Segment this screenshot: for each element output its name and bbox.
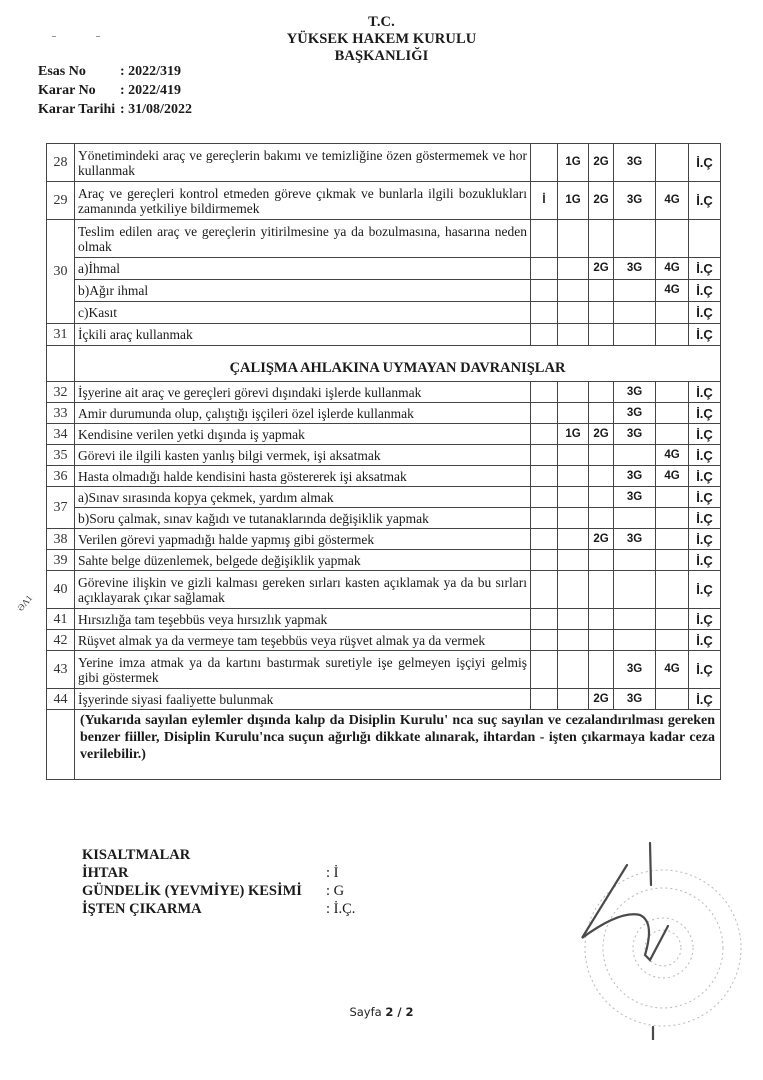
penalty-3g: 3G [614, 466, 656, 487]
penalty-warning [531, 529, 558, 550]
offense-description: b)Soru çalmak, sınav kağıdı ve tutanaklarında değişiklik yapmak [75, 508, 531, 529]
penalty-3g: 3G [614, 424, 656, 445]
table-row [47, 382, 721, 403]
offense-description: a)İhmal [75, 258, 531, 280]
penalty-1g [558, 550, 589, 571]
note-row [47, 710, 721, 780]
header-line-tc: T.C. [368, 14, 395, 30]
table-row [47, 445, 721, 466]
esas-no-value: : 2022/319 [120, 64, 182, 79]
penalty-dismissal: İ.Ç [689, 424, 721, 445]
penalty-3g [614, 571, 656, 609]
penalty-2g [589, 508, 614, 529]
penalty-1g [558, 609, 589, 630]
row-number: 32 [47, 382, 75, 403]
penalty-4g [656, 609, 689, 630]
offense-description: İşyerine ait araç ve gereçleri görevi dışındaki işlerde kullanmak [75, 382, 531, 403]
row-number: 41 [47, 609, 75, 630]
row-number: 36 [47, 466, 75, 487]
karar-tarihi-row [38, 100, 192, 119]
row-number: 39 [47, 550, 75, 571]
header-line-institution: YÜKSEK HAKEM KURULU [286, 31, 477, 47]
penalty-dismissal: İ.Ç [689, 324, 721, 346]
esas-no-label: Esas No [38, 64, 86, 79]
penalty-warning [531, 424, 558, 445]
penalty-4g [656, 508, 689, 529]
penalty-dismissal: İ.Ç [689, 144, 721, 182]
penalty-4g [656, 689, 689, 710]
penalty-2g [589, 280, 614, 302]
penalty-warning [531, 445, 558, 466]
abbreviation-item [82, 900, 355, 918]
penalty-warning [531, 550, 558, 571]
table-row [47, 182, 721, 220]
row-number: 38 [47, 529, 75, 550]
penalty-3g [614, 324, 656, 346]
offense-description: Sahte belge düzenlemek, belgede değişiklik yapmak [75, 550, 531, 571]
row-number: 37 [47, 487, 75, 529]
row-number: 43 [47, 651, 75, 689]
karar-no-row [38, 81, 192, 100]
row-number: 40 [47, 571, 75, 609]
penalty-1g [558, 651, 589, 689]
table-row [47, 487, 721, 508]
penalty-warning [531, 508, 558, 529]
abbreviation-key: GÜNDELİK (YEVMİYE) KESİMİ [82, 883, 302, 899]
penalty-4g [656, 220, 689, 258]
row-number: 28 [47, 144, 75, 182]
penalty-1g [558, 689, 589, 710]
penalty-dismissal: İ.Ç [689, 508, 721, 529]
offense-description: a)Sınav sırasında kopya çekmek, yardım almak [75, 487, 531, 508]
abbreviation-value: : G [326, 883, 345, 899]
penalty-1g [558, 324, 589, 346]
handwritten-initials: ƏΛ1 [15, 593, 35, 613]
row-number: 44 [47, 689, 75, 710]
penalty-2g: 2G [589, 144, 614, 182]
penalty-dismissal: İ.Ç [689, 529, 721, 550]
penalty-1g [558, 571, 589, 609]
penalty-warning: İ [531, 182, 558, 220]
penalty-warning [531, 403, 558, 424]
penalty-2g [589, 487, 614, 508]
penalty-2g: 2G [589, 529, 614, 550]
row-number: 31 [47, 324, 75, 346]
karar-no-label: Karar No [38, 83, 96, 98]
penalty-warning [531, 487, 558, 508]
table-row [47, 144, 721, 182]
abbreviation-key: İHTAR [82, 865, 129, 881]
table-row [47, 403, 721, 424]
penalty-1g [558, 220, 589, 258]
table-footnote: (Yukarıda sayılan eylemler dışında kalıp da Disiplin Kurulu' nca suç sayılan ve cezalandırılması gereken benzer fiiller, Disiplin Kurulu'nca suçun ağırlığı dikkate alınarak, ihtardan - işten çıkarmaya kadar ceza verilebilir.) [75, 710, 721, 780]
row-number: 29 [47, 182, 75, 220]
table-row [47, 258, 721, 280]
row-number: 34 [47, 424, 75, 445]
esas-no-row [38, 62, 192, 81]
penalty-2g [589, 651, 614, 689]
table-row [47, 424, 721, 445]
penalty-4g [656, 630, 689, 651]
penalty-3g: 3G [614, 689, 656, 710]
penalty-dismissal: İ.Ç [689, 182, 721, 220]
table-row [47, 630, 721, 651]
penalty-1g [558, 445, 589, 466]
penalty-1g: 1G [558, 424, 589, 445]
penalty-4g [656, 550, 689, 571]
page-label: Sayfa [349, 1005, 386, 1019]
penalty-2g: 2G [589, 258, 614, 280]
penalty-warning [531, 302, 558, 324]
penalty-4g [656, 382, 689, 403]
penalty-4g [656, 424, 689, 445]
penalty-1g [558, 280, 589, 302]
penalty-3g [614, 550, 656, 571]
penalty-1g [558, 302, 589, 324]
row-number: 33 [47, 403, 75, 424]
penalty-3g [614, 302, 656, 324]
penalty-dismissal: İ.Ç [689, 382, 721, 403]
penalty-4g [656, 144, 689, 182]
penalty-3g [614, 609, 656, 630]
abbreviations-legend [82, 846, 355, 918]
penalty-4g: 4G [656, 258, 689, 280]
penalty-4g [656, 487, 689, 508]
karar-tarihi-label: Karar Tarihi [38, 102, 116, 117]
penalty-2g [589, 445, 614, 466]
penalty-1g [558, 529, 589, 550]
penalty-dismissal: İ.Ç [689, 651, 721, 689]
penalty-2g [589, 403, 614, 424]
penalty-dismissal: İ.Ç [689, 689, 721, 710]
table-row [47, 651, 721, 689]
penalty-warning [531, 280, 558, 302]
table-row [47, 529, 721, 550]
penalty-dismissal: İ.Ç [689, 487, 721, 508]
penalty-2g [589, 382, 614, 403]
penalty-3g: 3G [614, 651, 656, 689]
penalty-1g [558, 466, 589, 487]
penalty-dismissal: İ.Ç [689, 403, 721, 424]
offense-description: Görevi ile ilgili kasten yanlış bilgi vermek, işi aksatmak [75, 445, 531, 466]
penalty-3g: 3G [614, 144, 656, 182]
penalty-3g [614, 280, 656, 302]
penalty-3g: 3G [614, 382, 656, 403]
table-row [47, 220, 721, 258]
penalty-4g [656, 302, 689, 324]
penalty-2g [589, 571, 614, 609]
penalty-4g [656, 529, 689, 550]
penalty-3g [614, 220, 656, 258]
penalty-3g: 3G [614, 403, 656, 424]
table-row [47, 508, 721, 529]
penalty-2g [589, 302, 614, 324]
abbreviation-value: : İ.Ç. [326, 901, 356, 917]
row-number: 30 [47, 220, 75, 324]
penalty-4g: 4G [656, 445, 689, 466]
penalty-3g: 3G [614, 487, 656, 508]
penalty-dismissal: İ.Ç [689, 280, 721, 302]
penalty-4g: 4G [656, 280, 689, 302]
penalty-warning [531, 382, 558, 403]
penalty-dismissal: İ.Ç [689, 445, 721, 466]
table-row [47, 466, 721, 487]
penalty-dismissal: İ.Ç [689, 630, 721, 651]
penalty-warning [531, 571, 558, 609]
penalty-dismissal [689, 220, 721, 258]
offense-description: Hırsızlığa tam teşebbüs veya hırsızlık yapmak [75, 609, 531, 630]
row-number: 42 [47, 630, 75, 651]
table-row [47, 571, 721, 609]
penalty-2g [589, 550, 614, 571]
penalty-3g [614, 445, 656, 466]
offense-description: Araç ve gereçleri kontrol etmeden göreve çıkmak ve bunlarla ilgili bozuklukları zamanında yetkiliye bildirmemek [75, 182, 531, 220]
penalty-dismissal: İ.Ç [689, 258, 721, 280]
penalty-1g [558, 487, 589, 508]
offense-description: İşyerinde siyasi faaliyette bulunmak [75, 689, 531, 710]
penalty-2g [589, 466, 614, 487]
abbreviation-item [82, 864, 355, 882]
penalty-warning [531, 609, 558, 630]
abbreviations-title: KISALTMALAR [82, 847, 191, 863]
penalty-1g: 1G [558, 144, 589, 182]
offense-description: İçkili araç kullanmak [75, 324, 531, 346]
penalty-4g [656, 324, 689, 346]
page-number: 2 / 2 [385, 1005, 414, 1019]
header-line-presidency: BAŞKANLIĞI [334, 48, 429, 64]
offense-description: Yönetimindeki araç ve gereçlerin bakımı ve temizliğine özen göstermemek ve hor kullanmak [75, 144, 531, 182]
case-metadata [38, 62, 192, 119]
abbreviation-value: : İ [326, 865, 339, 881]
row-number-cell [47, 710, 75, 780]
offense-description: Verilen görevi yapmadığı halde yapmış gibi göstermek [75, 529, 531, 550]
offense-description: Kendisine verilen yetki dışında iş yapmak [75, 424, 531, 445]
penalty-3g [614, 508, 656, 529]
penalty-warning [531, 689, 558, 710]
table-row [47, 689, 721, 710]
offense-description: Görevine ilişkin ve gizli kalması gereken sırları kasten açıklamak ya da bu sırları açıklayarak çıkar sağlamak [75, 571, 531, 609]
document-header [0, 14, 763, 65]
penalty-2g: 2G [589, 424, 614, 445]
penalty-warning [531, 220, 558, 258]
penalty-warning [531, 258, 558, 280]
offense-description: Teslim edilen araç ve gereçlerin yitirilmesine ya da bozulmasına, hasarına neden olmak [75, 220, 531, 258]
penalty-1g [558, 630, 589, 651]
penalty-2g [589, 609, 614, 630]
penalty-dismissal: İ.Ç [689, 466, 721, 487]
section-header-row [47, 346, 721, 382]
offense-description: Yerine imza atmak ya da kartını bastırmak suretiyle işe gelmeyen işçiyi gelmiş gibi göstermek [75, 651, 531, 689]
table-row [47, 302, 721, 324]
penalty-warning [531, 144, 558, 182]
table-row [47, 324, 721, 346]
table-row [47, 550, 721, 571]
penalty-warning [531, 651, 558, 689]
row-number: 35 [47, 445, 75, 466]
penalty-table [46, 143, 721, 780]
penalty-4g: 4G [656, 651, 689, 689]
abbreviation-key: İŞTEN ÇIKARMA [82, 901, 202, 917]
karar-tarihi-value: : 31/08/2022 [120, 102, 192, 117]
penalty-1g [558, 403, 589, 424]
offense-description: c)Kasıt [75, 302, 531, 324]
row-number-cell [47, 346, 75, 382]
penalty-1g [558, 258, 589, 280]
penalty-4g: 4G [656, 182, 689, 220]
karar-no-value: : 2022/419 [120, 83, 182, 98]
penalty-3g: 3G [614, 182, 656, 220]
abbreviation-item [82, 882, 355, 900]
penalty-4g [656, 403, 689, 424]
penalty-dismissal: İ.Ç [689, 571, 721, 609]
penalty-3g: 3G [614, 258, 656, 280]
penalty-4g: 4G [656, 466, 689, 487]
offense-description: Amir durumunda olup, çalıştığı işçileri özel işlerde kullanmak [75, 403, 531, 424]
penalty-dismissal: İ.Ç [689, 609, 721, 630]
penalty-1g [558, 382, 589, 403]
penalty-dismissal: İ.Ç [689, 550, 721, 571]
penalty-2g [589, 630, 614, 651]
penalty-warning [531, 324, 558, 346]
offense-description: Rüşvet almak ya da vermeye tam teşebbüs veya rüşvet almak ya da vermek [75, 630, 531, 651]
penalty-1g [558, 508, 589, 529]
penalty-1g: 1G [558, 182, 589, 220]
section-title: ÇALIŞMA AHLAKINA UYMAYAN DAVRANIŞLAR [75, 346, 721, 382]
penalty-2g [589, 220, 614, 258]
offense-description: Hasta olmadığı halde kendisini hasta göstererek işi aksatmak [75, 466, 531, 487]
table-row [47, 280, 721, 302]
offense-description: b)Ağır ihmal [75, 280, 531, 302]
penalty-3g [614, 630, 656, 651]
penalty-4g [656, 571, 689, 609]
table-row [47, 609, 721, 630]
penalty-warning [531, 630, 558, 651]
penalty-dismissal: İ.Ç [689, 302, 721, 324]
penalty-warning [531, 466, 558, 487]
penalty-3g: 3G [614, 529, 656, 550]
penalty-2g: 2G [589, 689, 614, 710]
page-footer [0, 1005, 763, 1019]
penalty-2g: 2G [589, 182, 614, 220]
penalty-2g [589, 324, 614, 346]
